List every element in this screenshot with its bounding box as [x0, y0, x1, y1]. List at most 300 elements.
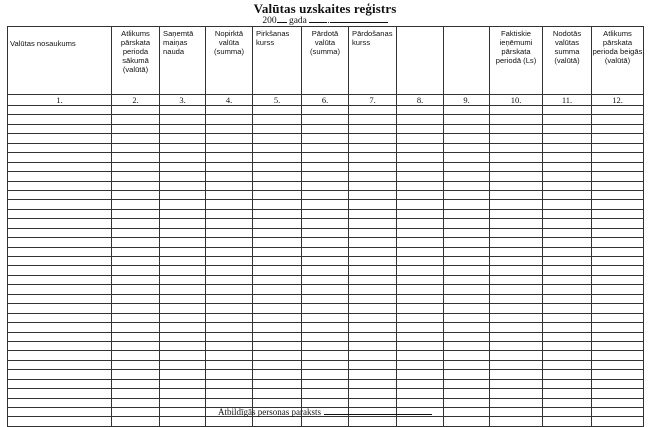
- table-cell[interactable]: [253, 153, 302, 162]
- table-cell[interactable]: [592, 266, 644, 275]
- table-cell[interactable]: [490, 124, 543, 133]
- table-cell[interactable]: [543, 181, 592, 190]
- table-cell[interactable]: [302, 200, 349, 209]
- table-cell[interactable]: [444, 275, 490, 284]
- table-cell[interactable]: [444, 162, 490, 171]
- table-cell[interactable]: [397, 181, 444, 190]
- table-cell[interactable]: [490, 153, 543, 162]
- table-cell[interactable]: [543, 190, 592, 199]
- table-cell[interactable]: [253, 209, 302, 218]
- table-cell[interactable]: [592, 219, 644, 228]
- table-cell[interactable]: [206, 124, 253, 133]
- table-cell[interactable]: [112, 285, 160, 294]
- table-cell[interactable]: [206, 389, 253, 398]
- table-cell[interactable]: [302, 313, 349, 322]
- table-cell[interactable]: [397, 379, 444, 388]
- table-cell[interactable]: [8, 313, 112, 322]
- table-cell[interactable]: [302, 247, 349, 256]
- table-cell[interactable]: [490, 143, 543, 152]
- table-cell[interactable]: [302, 257, 349, 266]
- table-cell[interactable]: [349, 266, 397, 275]
- table-cell[interactable]: [302, 172, 349, 181]
- table-cell[interactable]: [397, 200, 444, 209]
- table-cell[interactable]: [302, 209, 349, 218]
- table-cell[interactable]: [253, 257, 302, 266]
- table-cell[interactable]: [302, 106, 349, 115]
- table-cell[interactable]: [397, 219, 444, 228]
- table-cell[interactable]: [490, 379, 543, 388]
- table-cell[interactable]: [302, 143, 349, 152]
- table-cell[interactable]: [206, 370, 253, 379]
- table-cell[interactable]: [592, 190, 644, 199]
- table-cell[interactable]: [8, 323, 112, 332]
- table-cell[interactable]: [112, 275, 160, 284]
- table-cell[interactable]: [206, 172, 253, 181]
- table-cell[interactable]: [349, 389, 397, 398]
- table-cell[interactable]: [444, 247, 490, 256]
- table-cell[interactable]: [8, 266, 112, 275]
- table-cell[interactable]: [543, 323, 592, 332]
- table-cell[interactable]: [592, 332, 644, 341]
- table-cell[interactable]: [112, 172, 160, 181]
- table-cell[interactable]: [543, 313, 592, 322]
- table-cell[interactable]: [543, 370, 592, 379]
- table-cell[interactable]: [112, 266, 160, 275]
- table-cell[interactable]: [490, 228, 543, 237]
- table-cell[interactable]: [349, 351, 397, 360]
- table-cell[interactable]: [592, 124, 644, 133]
- table-cell[interactable]: [444, 124, 490, 133]
- table-cell[interactable]: [444, 238, 490, 247]
- table-cell[interactable]: [592, 247, 644, 256]
- table-cell[interactable]: [8, 285, 112, 294]
- table-cell[interactable]: [160, 228, 206, 237]
- table-cell[interactable]: [160, 219, 206, 228]
- table-cell[interactable]: [8, 143, 112, 152]
- table-cell[interactable]: [112, 323, 160, 332]
- table-cell[interactable]: [349, 257, 397, 266]
- table-cell[interactable]: [490, 190, 543, 199]
- table-cell[interactable]: [8, 341, 112, 350]
- table-cell[interactable]: [253, 143, 302, 152]
- table-cell[interactable]: [444, 304, 490, 313]
- table-cell[interactable]: [302, 389, 349, 398]
- table-cell[interactable]: [397, 172, 444, 181]
- table-cell[interactable]: [444, 370, 490, 379]
- table-cell[interactable]: [490, 275, 543, 284]
- table-cell[interactable]: [206, 115, 253, 124]
- table-cell[interactable]: [490, 219, 543, 228]
- table-cell[interactable]: [160, 266, 206, 275]
- table-cell[interactable]: [253, 332, 302, 341]
- table-cell[interactable]: [444, 209, 490, 218]
- table-cell[interactable]: [592, 341, 644, 350]
- table-cell[interactable]: [397, 143, 444, 152]
- table-cell[interactable]: [160, 275, 206, 284]
- table-cell[interactable]: [397, 209, 444, 218]
- table-cell[interactable]: [543, 257, 592, 266]
- table-cell[interactable]: [8, 181, 112, 190]
- table-cell[interactable]: [253, 379, 302, 388]
- table-cell[interactable]: [253, 294, 302, 303]
- table-cell[interactable]: [592, 313, 644, 322]
- table-cell[interactable]: [490, 285, 543, 294]
- table-cell[interactable]: [160, 143, 206, 152]
- table-cell[interactable]: [253, 266, 302, 275]
- table-cell[interactable]: [8, 238, 112, 247]
- table-cell[interactable]: [253, 238, 302, 247]
- table-cell[interactable]: [592, 304, 644, 313]
- table-cell[interactable]: [112, 360, 160, 369]
- table-cell[interactable]: [253, 115, 302, 124]
- table-cell[interactable]: [444, 332, 490, 341]
- table-cell[interactable]: [490, 341, 543, 350]
- table-cell[interactable]: [592, 143, 644, 152]
- table-cell[interactable]: [8, 370, 112, 379]
- table-cell[interactable]: [490, 370, 543, 379]
- table-cell[interactable]: [8, 228, 112, 237]
- table-cell[interactable]: [8, 351, 112, 360]
- table-cell[interactable]: [349, 228, 397, 237]
- table-cell[interactable]: [349, 219, 397, 228]
- table-cell[interactable]: [206, 106, 253, 115]
- table-cell[interactable]: [349, 323, 397, 332]
- table-cell[interactable]: [112, 134, 160, 143]
- table-cell[interactable]: [160, 115, 206, 124]
- month-blank[interactable]: [309, 14, 327, 23]
- table-cell[interactable]: [543, 360, 592, 369]
- table-cell[interactable]: [206, 134, 253, 143]
- table-cell[interactable]: [444, 153, 490, 162]
- table-cell[interactable]: [112, 143, 160, 152]
- table-cell[interactable]: [490, 360, 543, 369]
- table-cell[interactable]: [444, 313, 490, 322]
- table-cell[interactable]: [349, 181, 397, 190]
- table-cell[interactable]: [160, 172, 206, 181]
- table-cell[interactable]: [8, 247, 112, 256]
- table-cell[interactable]: [592, 323, 644, 332]
- table-cell[interactable]: [490, 313, 543, 322]
- table-cell[interactable]: [349, 370, 397, 379]
- table-cell[interactable]: [444, 257, 490, 266]
- table-cell[interactable]: [490, 398, 543, 407]
- table-cell[interactable]: [397, 190, 444, 199]
- table-cell[interactable]: [302, 285, 349, 294]
- table-cell[interactable]: [543, 341, 592, 350]
- table-cell[interactable]: [543, 153, 592, 162]
- table-cell[interactable]: [543, 200, 592, 209]
- table-cell[interactable]: [444, 266, 490, 275]
- table-cell[interactable]: [444, 219, 490, 228]
- table-cell[interactable]: [490, 294, 543, 303]
- table-cell[interactable]: [206, 266, 253, 275]
- table-cell[interactable]: [349, 285, 397, 294]
- table-cell[interactable]: [112, 257, 160, 266]
- table-cell[interactable]: [302, 162, 349, 171]
- table-cell[interactable]: [444, 379, 490, 388]
- table-cell[interactable]: [543, 398, 592, 407]
- table-cell[interactable]: [490, 266, 543, 275]
- table-cell[interactable]: [397, 266, 444, 275]
- table-cell[interactable]: [349, 172, 397, 181]
- table-cell[interactable]: [490, 200, 543, 209]
- table-cell[interactable]: [112, 124, 160, 133]
- table-cell[interactable]: [543, 332, 592, 341]
- table-cell[interactable]: [302, 360, 349, 369]
- table-cell[interactable]: [302, 304, 349, 313]
- table-cell[interactable]: [543, 219, 592, 228]
- table-cell[interactable]: [253, 106, 302, 115]
- table-cell[interactable]: [253, 134, 302, 143]
- table-cell[interactable]: [302, 294, 349, 303]
- table-cell[interactable]: [112, 351, 160, 360]
- table-cell[interactable]: [253, 360, 302, 369]
- table-cell[interactable]: [160, 181, 206, 190]
- table-cell[interactable]: [592, 389, 644, 398]
- table-cell[interactable]: [160, 285, 206, 294]
- table-cell[interactable]: [206, 228, 253, 237]
- table-cell[interactable]: [112, 200, 160, 209]
- table-cell[interactable]: [592, 351, 644, 360]
- table-cell[interactable]: [253, 323, 302, 332]
- table-cell[interactable]: [397, 228, 444, 237]
- table-cell[interactable]: [206, 379, 253, 388]
- table-cell[interactable]: [490, 304, 543, 313]
- table-cell[interactable]: [302, 153, 349, 162]
- table-cell[interactable]: [543, 266, 592, 275]
- table-cell[interactable]: [112, 294, 160, 303]
- table-cell[interactable]: [543, 124, 592, 133]
- table-cell[interactable]: [112, 115, 160, 124]
- table-cell[interactable]: [444, 294, 490, 303]
- table-cell[interactable]: [302, 323, 349, 332]
- table-cell[interactable]: [490, 323, 543, 332]
- table-cell[interactable]: [543, 172, 592, 181]
- table-cell[interactable]: [444, 398, 490, 407]
- table-cell[interactable]: [543, 351, 592, 360]
- table-cell[interactable]: [8, 190, 112, 199]
- table-cell[interactable]: [349, 190, 397, 199]
- table-cell[interactable]: [8, 304, 112, 313]
- table-cell[interactable]: [302, 351, 349, 360]
- table-cell[interactable]: [112, 370, 160, 379]
- table-cell[interactable]: [160, 360, 206, 369]
- table-cell[interactable]: [112, 341, 160, 350]
- table-cell[interactable]: [160, 294, 206, 303]
- table-cell[interactable]: [397, 285, 444, 294]
- table-cell[interactable]: [206, 313, 253, 322]
- table-cell[interactable]: [302, 134, 349, 143]
- table-cell[interactable]: [160, 398, 206, 407]
- table-cell[interactable]: [112, 190, 160, 199]
- table-cell[interactable]: [206, 153, 253, 162]
- table-cell[interactable]: [397, 351, 444, 360]
- table-cell[interactable]: [397, 124, 444, 133]
- table-cell[interactable]: [397, 162, 444, 171]
- day-blank[interactable]: [330, 14, 388, 23]
- table-cell[interactable]: [206, 247, 253, 256]
- table-cell[interactable]: [112, 153, 160, 162]
- table-cell[interactable]: [543, 294, 592, 303]
- table-cell[interactable]: [160, 389, 206, 398]
- table-cell[interactable]: [8, 219, 112, 228]
- table-cell[interactable]: [592, 209, 644, 218]
- table-cell[interactable]: [490, 332, 543, 341]
- table-cell[interactable]: [302, 266, 349, 275]
- signature-blank[interactable]: [324, 406, 432, 415]
- table-cell[interactable]: [302, 181, 349, 190]
- table-cell[interactable]: [160, 190, 206, 199]
- table-cell[interactable]: [592, 275, 644, 284]
- table-cell[interactable]: [253, 200, 302, 209]
- table-cell[interactable]: [444, 143, 490, 152]
- table-cell[interactable]: [302, 115, 349, 124]
- table-cell[interactable]: [349, 304, 397, 313]
- table-cell[interactable]: [160, 379, 206, 388]
- table-cell[interactable]: [543, 379, 592, 388]
- table-cell[interactable]: [490, 389, 543, 398]
- table-cell[interactable]: [397, 360, 444, 369]
- table-cell[interactable]: [543, 389, 592, 398]
- table-cell[interactable]: [253, 247, 302, 256]
- table-cell[interactable]: [543, 228, 592, 237]
- table-cell[interactable]: [206, 181, 253, 190]
- table-cell[interactable]: [490, 162, 543, 171]
- table-cell[interactable]: [8, 200, 112, 209]
- table-cell[interactable]: [397, 313, 444, 322]
- table-cell[interactable]: [543, 238, 592, 247]
- table-cell[interactable]: [592, 285, 644, 294]
- table-cell[interactable]: [8, 257, 112, 266]
- table-cell[interactable]: [444, 106, 490, 115]
- table-cell[interactable]: [206, 304, 253, 313]
- table-cell[interactable]: [444, 341, 490, 350]
- table-cell[interactable]: [112, 313, 160, 322]
- table-cell[interactable]: [490, 351, 543, 360]
- table-cell[interactable]: [592, 181, 644, 190]
- table-cell[interactable]: [444, 134, 490, 143]
- table-cell[interactable]: [592, 134, 644, 143]
- table-cell[interactable]: [160, 313, 206, 322]
- table-cell[interactable]: [302, 275, 349, 284]
- table-cell[interactable]: [8, 115, 112, 124]
- table-cell[interactable]: [397, 257, 444, 266]
- table-cell[interactable]: [397, 389, 444, 398]
- table-cell[interactable]: [8, 389, 112, 398]
- table-cell[interactable]: [444, 360, 490, 369]
- table-cell[interactable]: [349, 134, 397, 143]
- table-cell[interactable]: [206, 275, 253, 284]
- table-cell[interactable]: [543, 115, 592, 124]
- table-cell[interactable]: [160, 341, 206, 350]
- table-cell[interactable]: [253, 162, 302, 171]
- table-cell[interactable]: [160, 153, 206, 162]
- table-cell[interactable]: [253, 190, 302, 199]
- table-cell[interactable]: [8, 172, 112, 181]
- table-cell[interactable]: [302, 379, 349, 388]
- table-cell[interactable]: [8, 332, 112, 341]
- table-cell[interactable]: [206, 190, 253, 199]
- table-cell[interactable]: [397, 238, 444, 247]
- table-cell[interactable]: [349, 238, 397, 247]
- table-cell[interactable]: [349, 247, 397, 256]
- table-cell[interactable]: [444, 323, 490, 332]
- table-cell[interactable]: [253, 370, 302, 379]
- table-cell[interactable]: [592, 370, 644, 379]
- table-cell[interactable]: [253, 304, 302, 313]
- table-cell[interactable]: [206, 360, 253, 369]
- table-cell[interactable]: [444, 228, 490, 237]
- table-cell[interactable]: [490, 257, 543, 266]
- table-cell[interactable]: [397, 370, 444, 379]
- table-cell[interactable]: [112, 389, 160, 398]
- table-cell[interactable]: [349, 124, 397, 133]
- table-cell[interactable]: [302, 219, 349, 228]
- table-cell[interactable]: [160, 257, 206, 266]
- table-cell[interactable]: [349, 379, 397, 388]
- table-cell[interactable]: [253, 341, 302, 350]
- table-cell[interactable]: [397, 115, 444, 124]
- table-cell[interactable]: [444, 115, 490, 124]
- table-cell[interactable]: [444, 408, 490, 417]
- table-cell[interactable]: [490, 408, 543, 417]
- table-cell[interactable]: [160, 124, 206, 133]
- table-cell[interactable]: [444, 200, 490, 209]
- table-cell[interactable]: [8, 294, 112, 303]
- table-cell[interactable]: [112, 209, 160, 218]
- table-cell[interactable]: [160, 304, 206, 313]
- table-cell[interactable]: [160, 323, 206, 332]
- table-cell[interactable]: [543, 162, 592, 171]
- table-cell[interactable]: [444, 351, 490, 360]
- table-cell[interactable]: [592, 257, 644, 266]
- table-cell[interactable]: [349, 153, 397, 162]
- table-cell[interactable]: [206, 323, 253, 332]
- table-cell[interactable]: [112, 181, 160, 190]
- table-cell[interactable]: [592, 228, 644, 237]
- table-cell[interactable]: [444, 285, 490, 294]
- table-cell[interactable]: [592, 379, 644, 388]
- table-cell[interactable]: [206, 351, 253, 360]
- table-cell[interactable]: [543, 275, 592, 284]
- table-cell[interactable]: [8, 408, 112, 417]
- table-cell[interactable]: [112, 228, 160, 237]
- table-cell[interactable]: [349, 115, 397, 124]
- table-cell[interactable]: [206, 294, 253, 303]
- table-cell[interactable]: [160, 162, 206, 171]
- table-cell[interactable]: [8, 106, 112, 115]
- table-cell[interactable]: [206, 162, 253, 171]
- table-cell[interactable]: [253, 124, 302, 133]
- table-cell[interactable]: [253, 181, 302, 190]
- table-cell[interactable]: [592, 398, 644, 407]
- table-cell[interactable]: [253, 228, 302, 237]
- table-cell[interactable]: [160, 200, 206, 209]
- table-cell[interactable]: [397, 106, 444, 115]
- table-cell[interactable]: [206, 285, 253, 294]
- table-cell[interactable]: [112, 238, 160, 247]
- table-cell[interactable]: [302, 370, 349, 379]
- table-cell[interactable]: [253, 389, 302, 398]
- table-cell[interactable]: [8, 360, 112, 369]
- table-cell[interactable]: [397, 294, 444, 303]
- table-cell[interactable]: [8, 162, 112, 171]
- table-cell[interactable]: [112, 106, 160, 115]
- table-cell[interactable]: [206, 209, 253, 218]
- table-cell[interactable]: [543, 285, 592, 294]
- table-cell[interactable]: [444, 190, 490, 199]
- table-cell[interactable]: [112, 247, 160, 256]
